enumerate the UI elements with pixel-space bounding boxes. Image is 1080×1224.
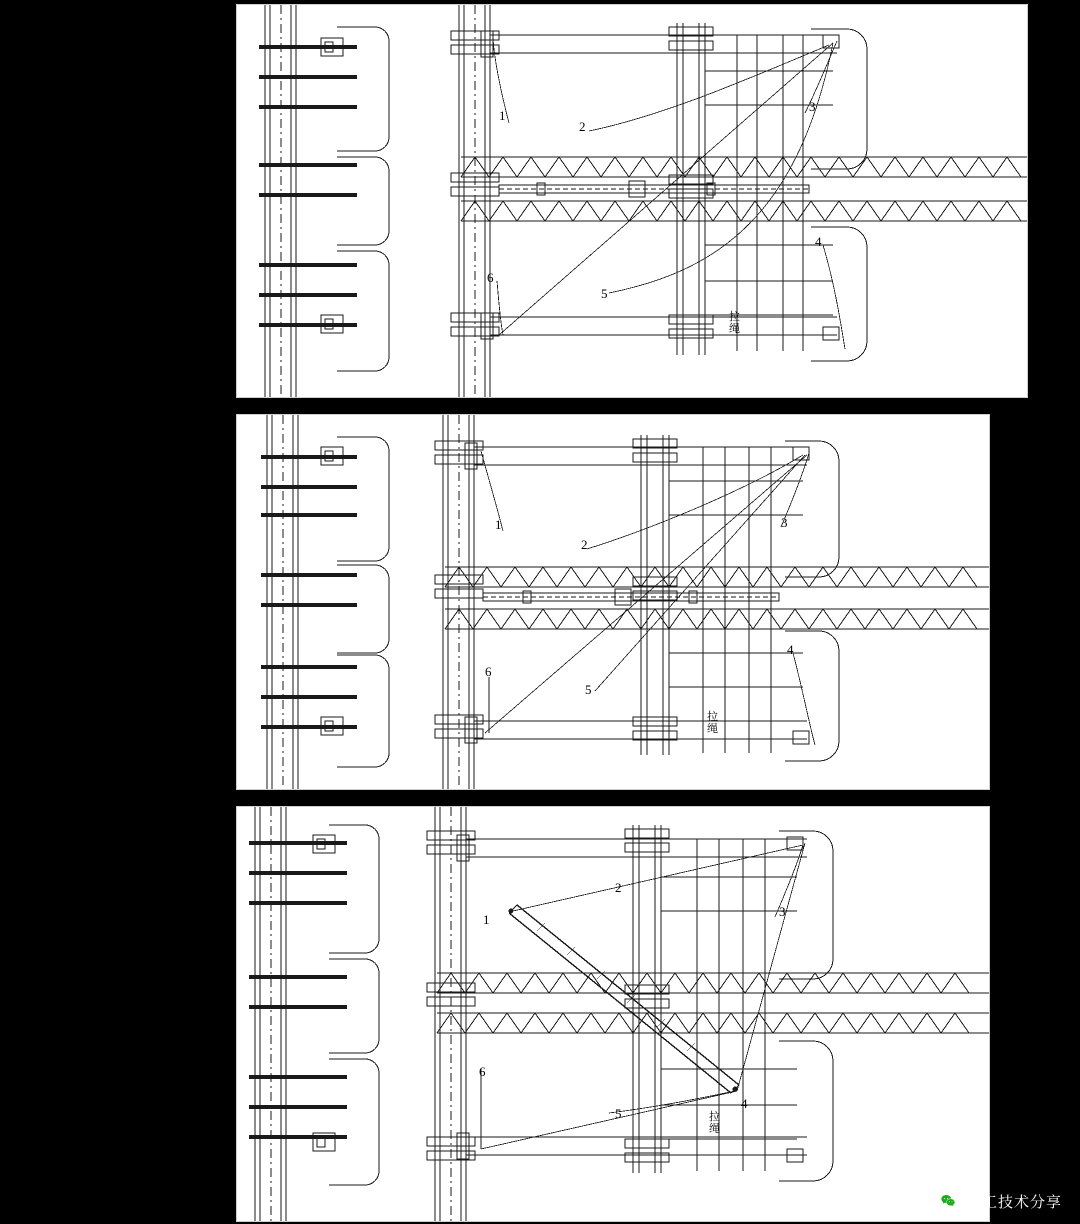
- callout-4: 4: [787, 642, 794, 657]
- wechat-icon: [937, 1190, 959, 1212]
- rope-annotation: 拉绳: [729, 311, 740, 335]
- rope-annotation: 拉绳: [709, 1111, 720, 1135]
- callout-1: 1: [495, 517, 502, 532]
- callout-4: 4: [741, 1096, 748, 1111]
- callout-4: 4: [815, 234, 822, 249]
- callout-5: 5: [585, 682, 592, 697]
- step-1-diagram: [236, 4, 1028, 398]
- callout-5: 5: [601, 286, 608, 301]
- callout-1: 1: [483, 912, 490, 927]
- watermark-text: 施工技术分享: [965, 1193, 1062, 1211]
- callout-6: 6: [485, 664, 492, 679]
- step-1-drawing: [237, 5, 1027, 397]
- step-2-diagram: [236, 414, 990, 790]
- watermark: [937, 1190, 1062, 1212]
- step-3-drawing: [237, 807, 989, 1221]
- step-2-drawing: [237, 415, 989, 789]
- step-3-diagram: [236, 806, 990, 1222]
- callout-2: 2: [615, 880, 622, 895]
- rope-annotation: 拉绳: [707, 711, 718, 735]
- callout-2: 2: [579, 119, 586, 134]
- callout-2: 2: [581, 537, 588, 552]
- callout-6: 6: [487, 270, 494, 285]
- callout-6: 6: [479, 1064, 486, 1079]
- callout-3: 3: [779, 904, 786, 919]
- callout-5: 5: [615, 1106, 622, 1121]
- callout-3: 3: [781, 515, 788, 530]
- callout-3: 3: [809, 99, 816, 114]
- callout-1: 1: [499, 108, 506, 123]
